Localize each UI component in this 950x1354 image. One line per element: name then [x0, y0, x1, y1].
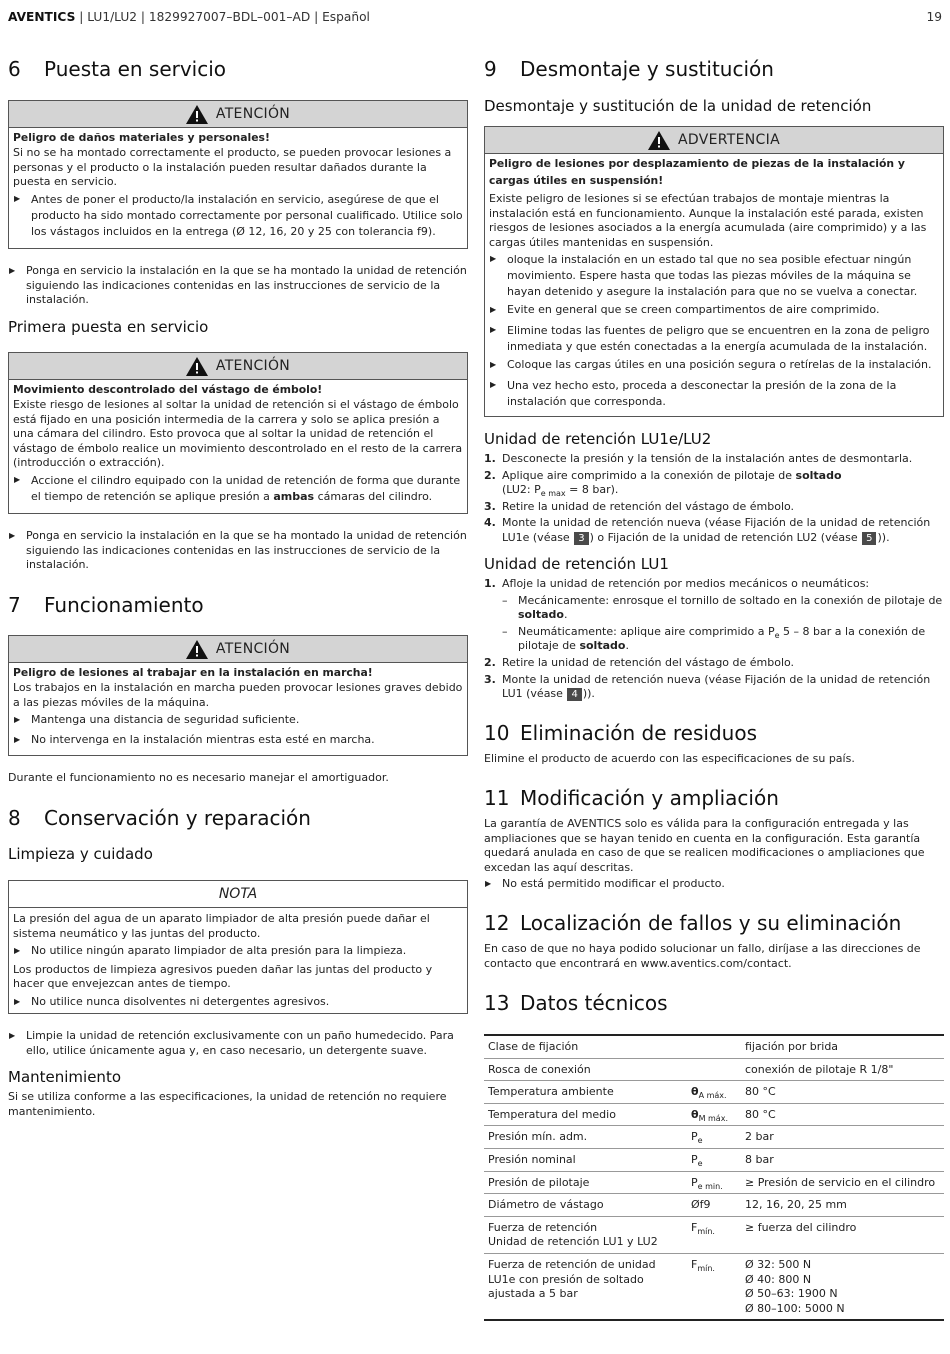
table-cell-symbol: [687, 1148, 741, 1171]
table-cell-symbol: [687, 1253, 741, 1320]
warning-triangle-icon: [186, 105, 208, 124]
symbol-subscript: A máx.: [698, 1091, 727, 1101]
header-doc-info: | LU1/LU2 | 1829927007–BDL–001–AD | Español: [75, 10, 370, 24]
table-cell-symbol: [687, 1126, 741, 1149]
section-title: Puesta en servicio: [44, 57, 227, 81]
section-10-heading: 10 Eliminación de residuos: [484, 721, 757, 745]
warning-bullet: ▶ Evite en general que se creen compartimentos de aire comprimido.: [490, 303, 880, 317]
symbol: θ: [691, 1085, 699, 1099]
symbol-subscript: mín.: [697, 1226, 715, 1236]
section-11-heading: 11 Modificación y ampliación: [484, 786, 779, 810]
warning-bullet: ▶ Accione el cilindro equipado con la unidad de retención de forma que durante el tiempo de retención se aplique presión a ambas cámaras del cilindro.: [14, 473, 461, 503]
warning-box-attention-3: [8, 635, 468, 756]
table-cell-parameter: Clase de fijación: [484, 1035, 687, 1058]
sub-list-item: – Mecánicamente: enrosque el tornillo de soltado en la conexión de pilotaje de soltado.: [502, 593, 943, 622]
table-cell-value: ≥ fuerza del cilindro: [741, 1216, 944, 1253]
table-cell-symbol: [687, 1058, 741, 1081]
bullet-arrow-icon: ▶: [14, 946, 21, 956]
sub-list-item: – Neumáticamente: aplique aire comprimido a $P_e$ 5 – 8 bar a la conexión de pilotaje de soltado.: [502, 624, 926, 653]
section-12-heading: 12 Localización de fallos y su eliminación: [484, 911, 902, 935]
warning-lead: Peligro de lesiones al trabajar en la instalación en marcha!: [13, 666, 373, 679]
section-number: 6: [8, 57, 21, 81]
section-8-heading: 8 Conservación y reparación: [8, 806, 311, 830]
warning-label: ATENCIÓN: [215, 357, 291, 374]
warning-label: ATENCIÓN: [215, 640, 291, 657]
symbol: P: [691, 1175, 698, 1189]
table-cell-symbol: [687, 1103, 741, 1126]
warning-lead: Peligro de daños materiales y personales!: [13, 131, 270, 144]
warning-bar: [485, 127, 943, 154]
warning-bullet: ▶ Antes de poner el producto/la instalación en servicio, asegúrese de que el producto ha sido montado correctamente por personal cualificado. Utilice solo los vástagos incluidos en la entrega (Ø 12, 16, 20 y 25 con tolerancia f9).: [14, 192, 463, 238]
modification-bullet: ▶ No está permitido modificar el producto.: [485, 877, 725, 890]
warning-lead: Peligro de lesiones por desplazamiento de piezas de la instalación y cargas útiles en suspensión!: [489, 157, 905, 187]
table-cell-symbol: [687, 1081, 741, 1104]
warning-bullet: ▶ Elimine todas las fuentes de peligro que se encuentren en la zona de peligro inmediata y que estén conectadas a la energía acumulada de la instalación.: [490, 323, 930, 353]
table-cell-parameter: Temperatura del medio: [484, 1103, 687, 1126]
warning-bullet: ▶ No intervenga en la instalación mientras esta esté en marcha.: [14, 732, 375, 746]
symbol-subscript: e: [697, 1159, 703, 1169]
subheading-lu1: Unidad de retención LU1: [484, 555, 669, 573]
warning-bar: [9, 353, 467, 380]
figure-reference-3[interactable]: 3: [574, 532, 588, 545]
table-cell-parameter: Presión de pilotaje: [484, 1171, 687, 1194]
bullet-arrow-icon: ▶: [14, 193, 21, 203]
table-cell-value: 8 bar: [741, 1148, 944, 1171]
bullet-commissioning-2: ▶ Ponga en servicio la instalación en la que se ha montado la unidad de retención siguiendo las indicaciones contenidas en las instrucciones de servicio de la instalación.: [9, 529, 467, 572]
warning-text: Existe peligro de lesiones si se efectúan trabajos de montaje mientras la instalación está en funcionamiento. Aunque la instalación esté parada, existen riesgos de lesiones asociados a la energía acumulada (aire comprimido) y a las cargas útiles mantenidas en suspensión.: [489, 192, 927, 249]
section-7-heading: 7 Funcionamiento: [8, 593, 204, 617]
table-cell-symbol: [687, 1171, 741, 1194]
warning-triangle-icon: [186, 357, 208, 376]
table-cell-value: ≥ Presión de servicio en el cilindro: [741, 1171, 944, 1194]
bullet-arrow-icon: ▶: [490, 359, 497, 369]
table-cell-parameter: Temperatura ambiente: [484, 1081, 687, 1104]
figure-reference-4[interactable]: 4: [567, 688, 581, 701]
warning-text: Existe riesgo de lesiones al soltar la unidad de retención si el vástago de émbolo está fijado en una posición intermedia de la carrera y solo se aplica presión a una cámara del cilindro. Esto provoca que al soltar la unidad de retención el vástago de émbolo realice un movimiento descontrolado en el resto de la carrera (introducción o extracción).: [13, 398, 463, 470]
table-cell-parameter: Fuerza de retención Unidad de retención LU1 y LU2: [484, 1216, 687, 1253]
subheading-primera-puesta: Primera puesta en servicio: [8, 318, 209, 336]
steps-lu1: [484, 577, 944, 702]
warning-bullet: ▶ oloque la instalación en un estado tal que no sea posible efectuar ningún movimiento. Espere hasta que todas las piezas móviles de la máquina se hayan detenido y asegure la instalación para que no se vuelva a conectar.: [490, 253, 918, 299]
note-bullet: ▶ No utilice ningún aparato limpiador de alta presión para la limpieza.: [14, 944, 407, 958]
bullet-arrow-icon: ▶: [14, 996, 21, 1006]
warning-triangle-icon: [648, 131, 670, 150]
bullet-arrow-icon: ▶: [490, 305, 497, 315]
warning-box-attention-2: [8, 352, 468, 514]
header-brand: AVENTICS: [8, 10, 76, 24]
technical-data-table-wrapper: [484, 1034, 944, 1321]
table-row: [484, 1103, 944, 1126]
bullet-arrow-icon: ▶: [14, 734, 21, 744]
table-cell-parameter: Presión nominal: [484, 1148, 687, 1171]
symbol-subscript: mín.: [697, 1264, 715, 1274]
warning-bullet: ▶ Coloque las cargas útiles en una posición segura o retírelas de la instalación.: [490, 357, 932, 371]
symbol-subscript: e: [697, 1136, 703, 1146]
table-row: [484, 1148, 944, 1171]
table-cell-value: fijación por brida: [741, 1035, 944, 1058]
subheading-desmontaje: Desmontaje y sustitución de la unidad de retención: [484, 97, 872, 115]
bullet-arrow-icon: ▶: [490, 254, 497, 264]
bullet-arrow-icon: ▶: [9, 266, 16, 275]
warning-bullet: ▶ Mantenga una distancia de seguridad suficiente.: [14, 713, 300, 727]
symbol: F: [691, 1257, 698, 1271]
table-row: [484, 1126, 944, 1149]
note-label: NOTA: [9, 881, 467, 908]
symbol: P: [691, 1152, 698, 1166]
subheading-limpieza: Limpieza y cuidado: [8, 845, 153, 863]
troubleshooting-text: En caso de que no haya podido solucionar un fallo, diríjase a las direcciones de contacto que encontrará en www.aventics.com/contact.: [484, 942, 921, 970]
symbol: Øf9: [691, 1198, 711, 1212]
disposal-text: Elimine el producto de acuerdo con las especificaciones de su país.: [484, 752, 855, 765]
figure-reference-5[interactable]: 5: [862, 532, 876, 545]
table-cell-parameter: Rosca de conexión: [484, 1058, 687, 1081]
modification-text: La garantía de AVENTICS solo es válida para la configuración entregada y las ampliaciones que se hayan tenido en cuenta en la configuración. Esta garantía quedará anulada en caso de que se realicen modificaciones o ampliaciones que excedan las aquí descritas.: [484, 817, 925, 874]
table-row: [484, 1035, 944, 1058]
symbol: P: [691, 1130, 698, 1144]
bullet-arrow-icon: ▶: [9, 1031, 16, 1040]
table-row: [484, 1253, 944, 1320]
function-text: Durante el funcionamiento no es necesario manejar el amortiguador.: [8, 771, 389, 784]
table-cell-value: 80 °C: [741, 1081, 944, 1104]
symbol-subscript: e min.: [697, 1181, 723, 1191]
table-cell-value: 12, 16, 20, 25 mm: [741, 1194, 944, 1217]
warning-bullet: ▶ Una vez hecho esto, proceda a desconectar la presión de la zona de la instalación que corresponda.: [490, 378, 897, 408]
warning-triangle-icon: [186, 640, 208, 659]
section-13-heading: 13 Datos técnicos: [484, 991, 668, 1015]
warning-bar: [9, 636, 467, 663]
table-row: [484, 1171, 944, 1194]
note-bullet: ▶ No utilice nunca disolventes ni detergentes agresivos.: [14, 994, 330, 1008]
steps-lu1e-lu2: [484, 452, 944, 546]
bullet-arrow-icon: ▶: [9, 531, 16, 540]
table-cell-symbol: [687, 1216, 741, 1253]
symbol-subscript: M máx.: [698, 1113, 728, 1123]
table-cell-parameter: Fuerza de retención de unidad LU1e con presión de soltado ajustada a 5 bar: [484, 1253, 687, 1320]
technical-data-table: [484, 1034, 944, 1321]
table-cell-value: Ø 32: 500 N Ø 40: 800 N Ø 50–63: 1900 N Ø 80–100: 5000 N: [741, 1253, 944, 1320]
note-text: Los productos de limpieza agresivos pueden dañar las juntas del producto y hacer que envejezcan antes de tiempo.: [13, 962, 433, 991]
bullet-arrow-icon: ▶: [485, 879, 492, 888]
warning-bar: [9, 101, 467, 128]
list-item: 2. Retire la unidad de retención del vástago de émbolo.: [484, 655, 795, 669]
table-cell-value: conexión de pilotaje R 1/8": [741, 1058, 944, 1081]
list-item: 1. Afloje la unidad de retención por medios mecánicos o neumáticos:: [484, 577, 870, 590]
symbol: F: [691, 1220, 698, 1234]
warning-box-advertencia: [484, 126, 944, 417]
warning-label: ATENCIÓN: [215, 105, 291, 122]
warning-box-attention-1: [8, 100, 468, 249]
note-box: [8, 880, 468, 1014]
bullet-commissioning-1: ▶ Ponga en servicio la instalación en la que se ha montado la unidad de retención siguiendo las indicaciones contenidas en las instrucciones de servicio de la instalación.: [9, 264, 467, 307]
symbol: θ: [691, 1107, 699, 1121]
bullet-cleaning: ▶ Limpie la unidad de retención exclusivamente con un paño humedecido. Para ello, utilice únicamente agua y, en caso necesario, un detergente suave.: [9, 1029, 454, 1057]
list-item: 3. Monte la unidad de retención nueva (véase Fijación de la unidad de retención LU1 (véase 4 )).: [484, 672, 931, 701]
bullet-arrow-icon: ▶: [14, 715, 21, 725]
bullet-arrow-icon: ▶: [14, 474, 21, 484]
page-number: 19: [926, 10, 942, 24]
list-item: 4. Monte la unidad de retención nueva (véase Fijación de la unidad de retención LU1e (véase 3 ) o Fijación de la unidad de retención LU2 (véase 5 )).: [484, 516, 931, 544]
warning-label: ADVERTENCIA: [678, 131, 780, 148]
table-row: [484, 1058, 944, 1081]
section-6-heading: [8, 57, 468, 81]
page-header: [8, 10, 370, 25]
warning-lead: Movimiento descontrolado del vástago de émbolo!: [13, 383, 323, 396]
bullet-arrow-icon: ▶: [490, 379, 497, 389]
table-row: [484, 1081, 944, 1104]
bullet-arrow-icon: ▶: [490, 324, 497, 334]
section-9-heading: 9 Desmontaje y sustitución: [484, 57, 774, 81]
subheading-mantenimiento: Mantenimiento: [8, 1068, 121, 1086]
table-row: [484, 1194, 944, 1217]
subheading-lu1e-lu2: Unidad de retención LU1e/LU2: [484, 430, 712, 448]
list-item: 3. Retire la unidad de retención del vástago de émbolo.: [484, 499, 795, 513]
table-cell-symbol: [687, 1194, 741, 1217]
warning-text: Los trabajos en la instalación en marcha pueden provocar lesiones graves debido a las piezas móviles de la máquina.: [13, 681, 463, 709]
table-cell-parameter: Diámetro de vástago: [484, 1194, 687, 1217]
table-cell-symbol: [687, 1035, 741, 1058]
table-row: [484, 1216, 944, 1253]
list-item: 2. Aplique aire comprimido a la conexión de pilotaje de soltado (LU2: $P_{e max} = 8$ bar).: [484, 468, 842, 499]
list-item: 1. Desconecte la presión y la tensión de la instalación antes de desmontarla.: [484, 452, 913, 465]
table-cell-parameter: Presión mín. adm.: [484, 1126, 687, 1149]
table-cell-value: 80 °C: [741, 1103, 944, 1126]
maintenance-text: Si se utiliza conforme a las especificaciones, la unidad de retención no requiere mantenimiento.: [8, 1090, 447, 1118]
warning-text: Si no se ha montado correctamente el producto, se pueden provocar lesiones a personas y el producto o la instalación pueden resultar dañados durante la puesta en servicio.: [13, 146, 452, 189]
note-text: La presión del agua de un aparato limpiador de alta presión puede dañar el sistema neumático y las juntas del producto.: [13, 912, 430, 940]
table-cell-value: 2 bar: [741, 1126, 944, 1149]
